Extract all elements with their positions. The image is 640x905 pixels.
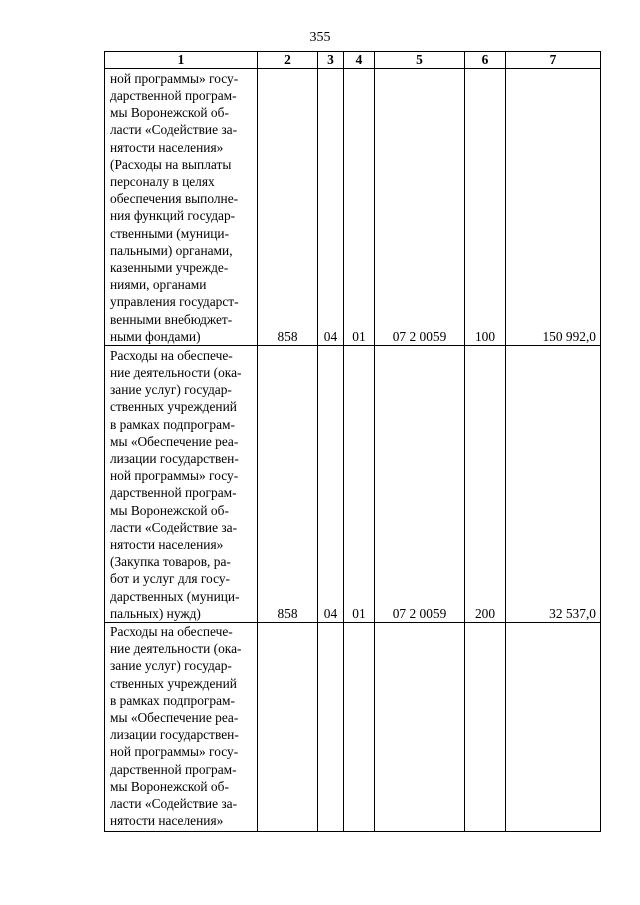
description-line: ной программы» госу- <box>110 468 239 484</box>
description-line: ной программы» госу- <box>110 744 239 760</box>
description-line: лизации государствен- <box>110 727 239 743</box>
description-line: пальных) нужд) <box>110 605 201 621</box>
description-line: мы «Обеспечение реа- <box>110 710 239 726</box>
description-line: Расходы на обеспече- <box>110 347 233 363</box>
row-ministry-code: 858 <box>258 69 318 346</box>
header-col-4: 4 <box>344 52 375 69</box>
row-subsection: 01 <box>344 69 375 346</box>
description-line: ния функций государ- <box>110 208 236 224</box>
description-line: пальными) органами, <box>110 242 233 258</box>
description-line: бот и услуг для госу- <box>110 571 231 587</box>
description-line: дарственных (муници- <box>110 588 240 604</box>
page-number: 355 <box>309 30 331 45</box>
row-amount: 150 992,0 <box>506 69 601 346</box>
description-line: ственных учреждений <box>110 675 237 691</box>
description-line: ласти «Содействие за- <box>110 122 238 138</box>
description-line: персоналу в целях <box>110 173 215 189</box>
description-line: ние деятельности (ока- <box>110 364 242 380</box>
description-line: ными фондами) <box>110 328 201 344</box>
description-line: нятости населения» <box>110 139 224 155</box>
description-line: в рамках подпрограм- <box>110 416 235 432</box>
row-ministry-code <box>258 623 318 832</box>
header-col-3: 3 <box>318 52 344 69</box>
description-line: (Закупка товаров, ра- <box>110 554 231 570</box>
description-line: лизации государствен- <box>110 450 239 466</box>
row-target-article <box>375 623 465 832</box>
row-subsection <box>344 623 375 832</box>
row-expense-type: 200 <box>465 346 506 623</box>
row-section <box>318 623 344 832</box>
description-line: мы Воронежской об- <box>110 105 229 121</box>
description-line: нятости населения» <box>110 813 224 829</box>
description-line: нятости населения» <box>110 536 224 552</box>
description-line: Расходы на обеспече- <box>110 624 233 639</box>
description-line: мы «Обеспечение реа- <box>110 433 239 449</box>
description-line: ласти «Содействие за- <box>110 796 238 812</box>
row-expense-type <box>465 623 506 832</box>
description-line: венными внебюджет- <box>110 311 233 327</box>
description-line: ласти «Содействие за- <box>110 519 238 535</box>
description-line: мы Воронежской об- <box>110 502 229 518</box>
header-col-2: 2 <box>258 52 318 69</box>
description-line: обеспечения выполне- <box>110 191 239 207</box>
header-col-5: 5 <box>375 52 465 69</box>
header-row <box>105 52 601 69</box>
table-row <box>105 623 601 832</box>
description-line: ние деятельности (ока- <box>110 641 242 657</box>
description-line: в рамках подпрограм- <box>110 692 235 708</box>
header-col-7: 7 <box>506 52 601 69</box>
table-row <box>105 346 601 623</box>
row-description <box>105 346 258 623</box>
description-line: дарственной програм- <box>110 761 237 777</box>
table-row <box>105 69 601 346</box>
row-target-article: 07 2 0059 <box>375 346 465 623</box>
row-expense-type: 100 <box>465 69 506 346</box>
description-line: ной программы» госу- <box>110 70 239 86</box>
description-line: (Расходы на выплаты <box>110 156 232 172</box>
description-line: ственных учреждений <box>110 399 237 415</box>
row-ministry-code: 858 <box>258 346 318 623</box>
description-line: управления государст- <box>110 294 239 310</box>
description-line: ниями, органами <box>110 277 207 293</box>
description-line: казенными учрежде- <box>110 259 229 275</box>
description-line: мы Воронежской об- <box>110 778 229 794</box>
description-line: зание услуг) государ- <box>110 382 232 398</box>
header-col-1: 1 <box>105 52 258 69</box>
row-subsection: 01 <box>344 346 375 623</box>
row-description <box>105 69 258 346</box>
description-line: ственными (муници- <box>110 225 230 241</box>
row-description <box>105 623 258 832</box>
description-line: дарственной програм- <box>110 87 237 103</box>
row-amount: 32 537,0 <box>506 346 601 623</box>
row-section: 04 <box>318 69 344 346</box>
row-target-article: 07 2 0059 <box>375 69 465 346</box>
row-amount <box>506 623 601 832</box>
budget-table <box>104 51 601 832</box>
row-section: 04 <box>318 346 344 623</box>
description-line: зание услуг) государ- <box>110 658 232 674</box>
description-line: дарственной програм- <box>110 485 237 501</box>
header-col-6: 6 <box>465 52 506 69</box>
